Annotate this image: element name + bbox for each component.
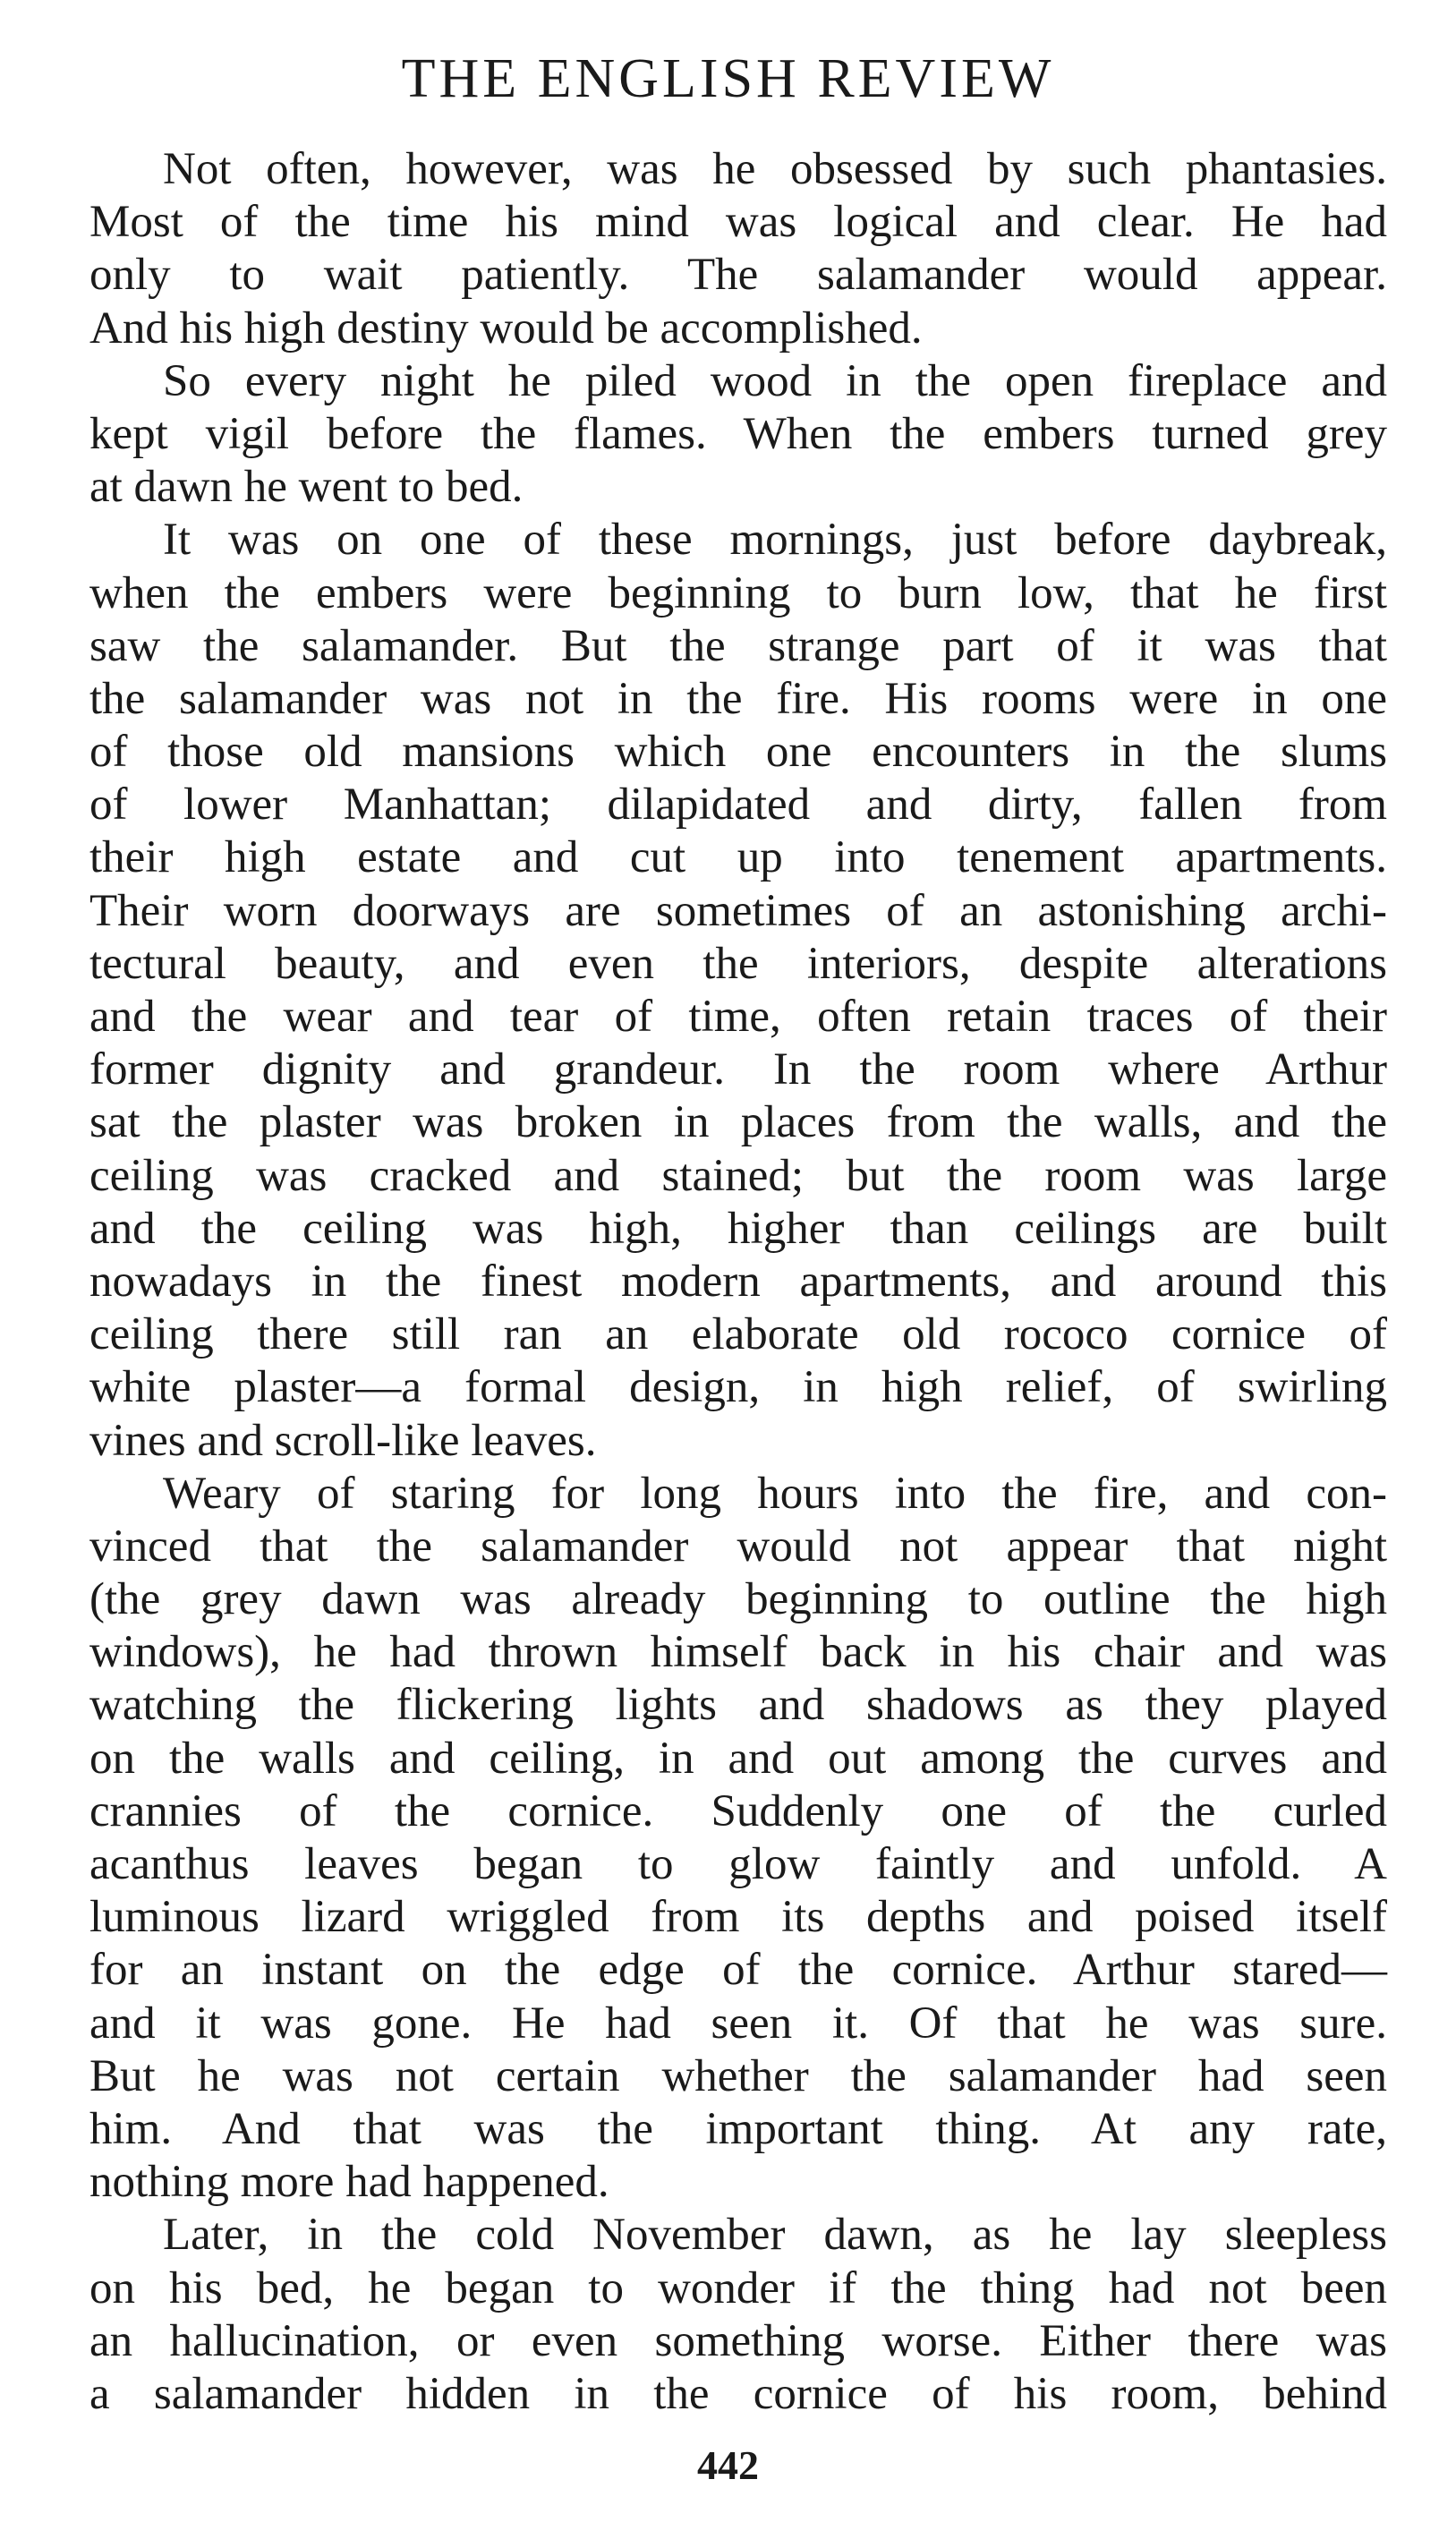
text-line: Later, in the cold November dawn, as he lay sleepless — [163, 2210, 1387, 2261]
text-line: and the wear and tear of time, often retain traces of their — [89, 992, 1387, 1042]
text-line: Not often, however, was he obsessed by such phantasies. — [163, 144, 1387, 194]
running-head: THE ENGLISH REVIEW — [401, 48, 1055, 109]
text-line: nowadays in the finest modern apartments, and around this — [89, 1256, 1387, 1307]
text-line: only to wait patiently. The salamander would appear. — [89, 250, 1387, 301]
text-line: windows), he had thrown himself back in his chair and was — [89, 1627, 1387, 1678]
text-line: And his high destiny would be accomplished. — [89, 302, 923, 354]
page-number: 442 — [697, 2442, 759, 2488]
text-line: Their worn doorways are sometimes of an astonishing archi- — [89, 885, 1387, 936]
text-line: watching the flickering lights and shadows as they played — [89, 1680, 1387, 1731]
text-line: kept vigil before the flames. When the embers turned grey — [89, 408, 1387, 459]
text-line: of lower Manhattan; dilapidated and dirty, fallen from — [89, 780, 1387, 831]
text-line: luminous lizard wriggled from its depths and poised itself — [89, 1892, 1387, 1943]
text-line: But he was not certain whether the salamander had seen — [89, 2050, 1387, 2101]
paragraph — [89, 143, 1387, 355]
text-line: white plaster—a formal design, in high relief, of swirling — [89, 1362, 1387, 1413]
text-line: a salamander hidden in the cornice of his room, behind — [89, 2368, 1387, 2419]
text-line: vinced that the salamander would not appear that night — [89, 1521, 1387, 1572]
paragraph — [89, 355, 1387, 515]
text-line: Weary of staring for long hours into the fire, and con- — [163, 1468, 1387, 1519]
body-text — [89, 143, 1387, 2421]
text-line: on the walls and ceiling, in and out among the curves and — [89, 1733, 1387, 1784]
text-line: crannies of the cornice. Suddenly one of the curled — [89, 1785, 1387, 1836]
text-line: when the embers were beginning to burn low, that he first — [89, 567, 1387, 618]
text-line: him. And that was the important thing. At any rate, — [89, 2103, 1387, 2154]
text-line: and it was gone. He had seen it. Of that he was sure. — [89, 1998, 1387, 2049]
paragraph — [89, 514, 1387, 1467]
text-line: former dignity and grandeur. In the room where Arthur — [89, 1044, 1387, 1095]
text-line: sat the plaster was broken in places from the walls, and the — [89, 1097, 1387, 1148]
text-line: the salamander was not in the fire. His rooms were in one — [89, 673, 1387, 724]
text-line: So every night he piled wood in the open fireplace and — [163, 355, 1387, 406]
text-line: tectural beauty, and even the interiors, despite alterations — [89, 938, 1387, 989]
text-line: It was on one of these mornings, just before daybreak, — [163, 515, 1387, 566]
text-line: ceiling was cracked and stained; but the room was large — [89, 1150, 1387, 1201]
text-line: nothing more had happened. — [89, 2157, 609, 2208]
text-line: saw the salamander. But the strange part of it was that — [89, 620, 1387, 671]
text-line: for an instant on the edge of the cornice. Arthur stared— — [89, 1945, 1387, 1996]
text-line: and the ceiling was high, higher than ceilings are built — [89, 1203, 1387, 1254]
text-line: at dawn he went to bed. — [89, 462, 524, 513]
text-line: of those old mansions which one encounters in the slums — [89, 727, 1387, 778]
text-line: (the grey dawn was already beginning to outline the high — [89, 1574, 1387, 1625]
text-line: vines and scroll-like leaves. — [89, 1415, 597, 1466]
text-line: their high estate and cut up into tenement apartments. — [89, 832, 1387, 883]
text-line: Most of the time his mind was logical and clear. He had — [89, 197, 1387, 248]
paragraph — [89, 1468, 1387, 2210]
paragraph — [89, 2209, 1387, 2421]
text-line: an hallucination, or even something worse. Either there was — [89, 2315, 1387, 2366]
text-line: on his bed, he began to wonder if the thing had not been — [89, 2262, 1387, 2313]
text-line: ceiling there still ran an elaborate old rococo cornice of — [89, 1309, 1387, 1360]
text-line: acanthus leaves began to glow faintly and unfold. A — [89, 1839, 1387, 1889]
